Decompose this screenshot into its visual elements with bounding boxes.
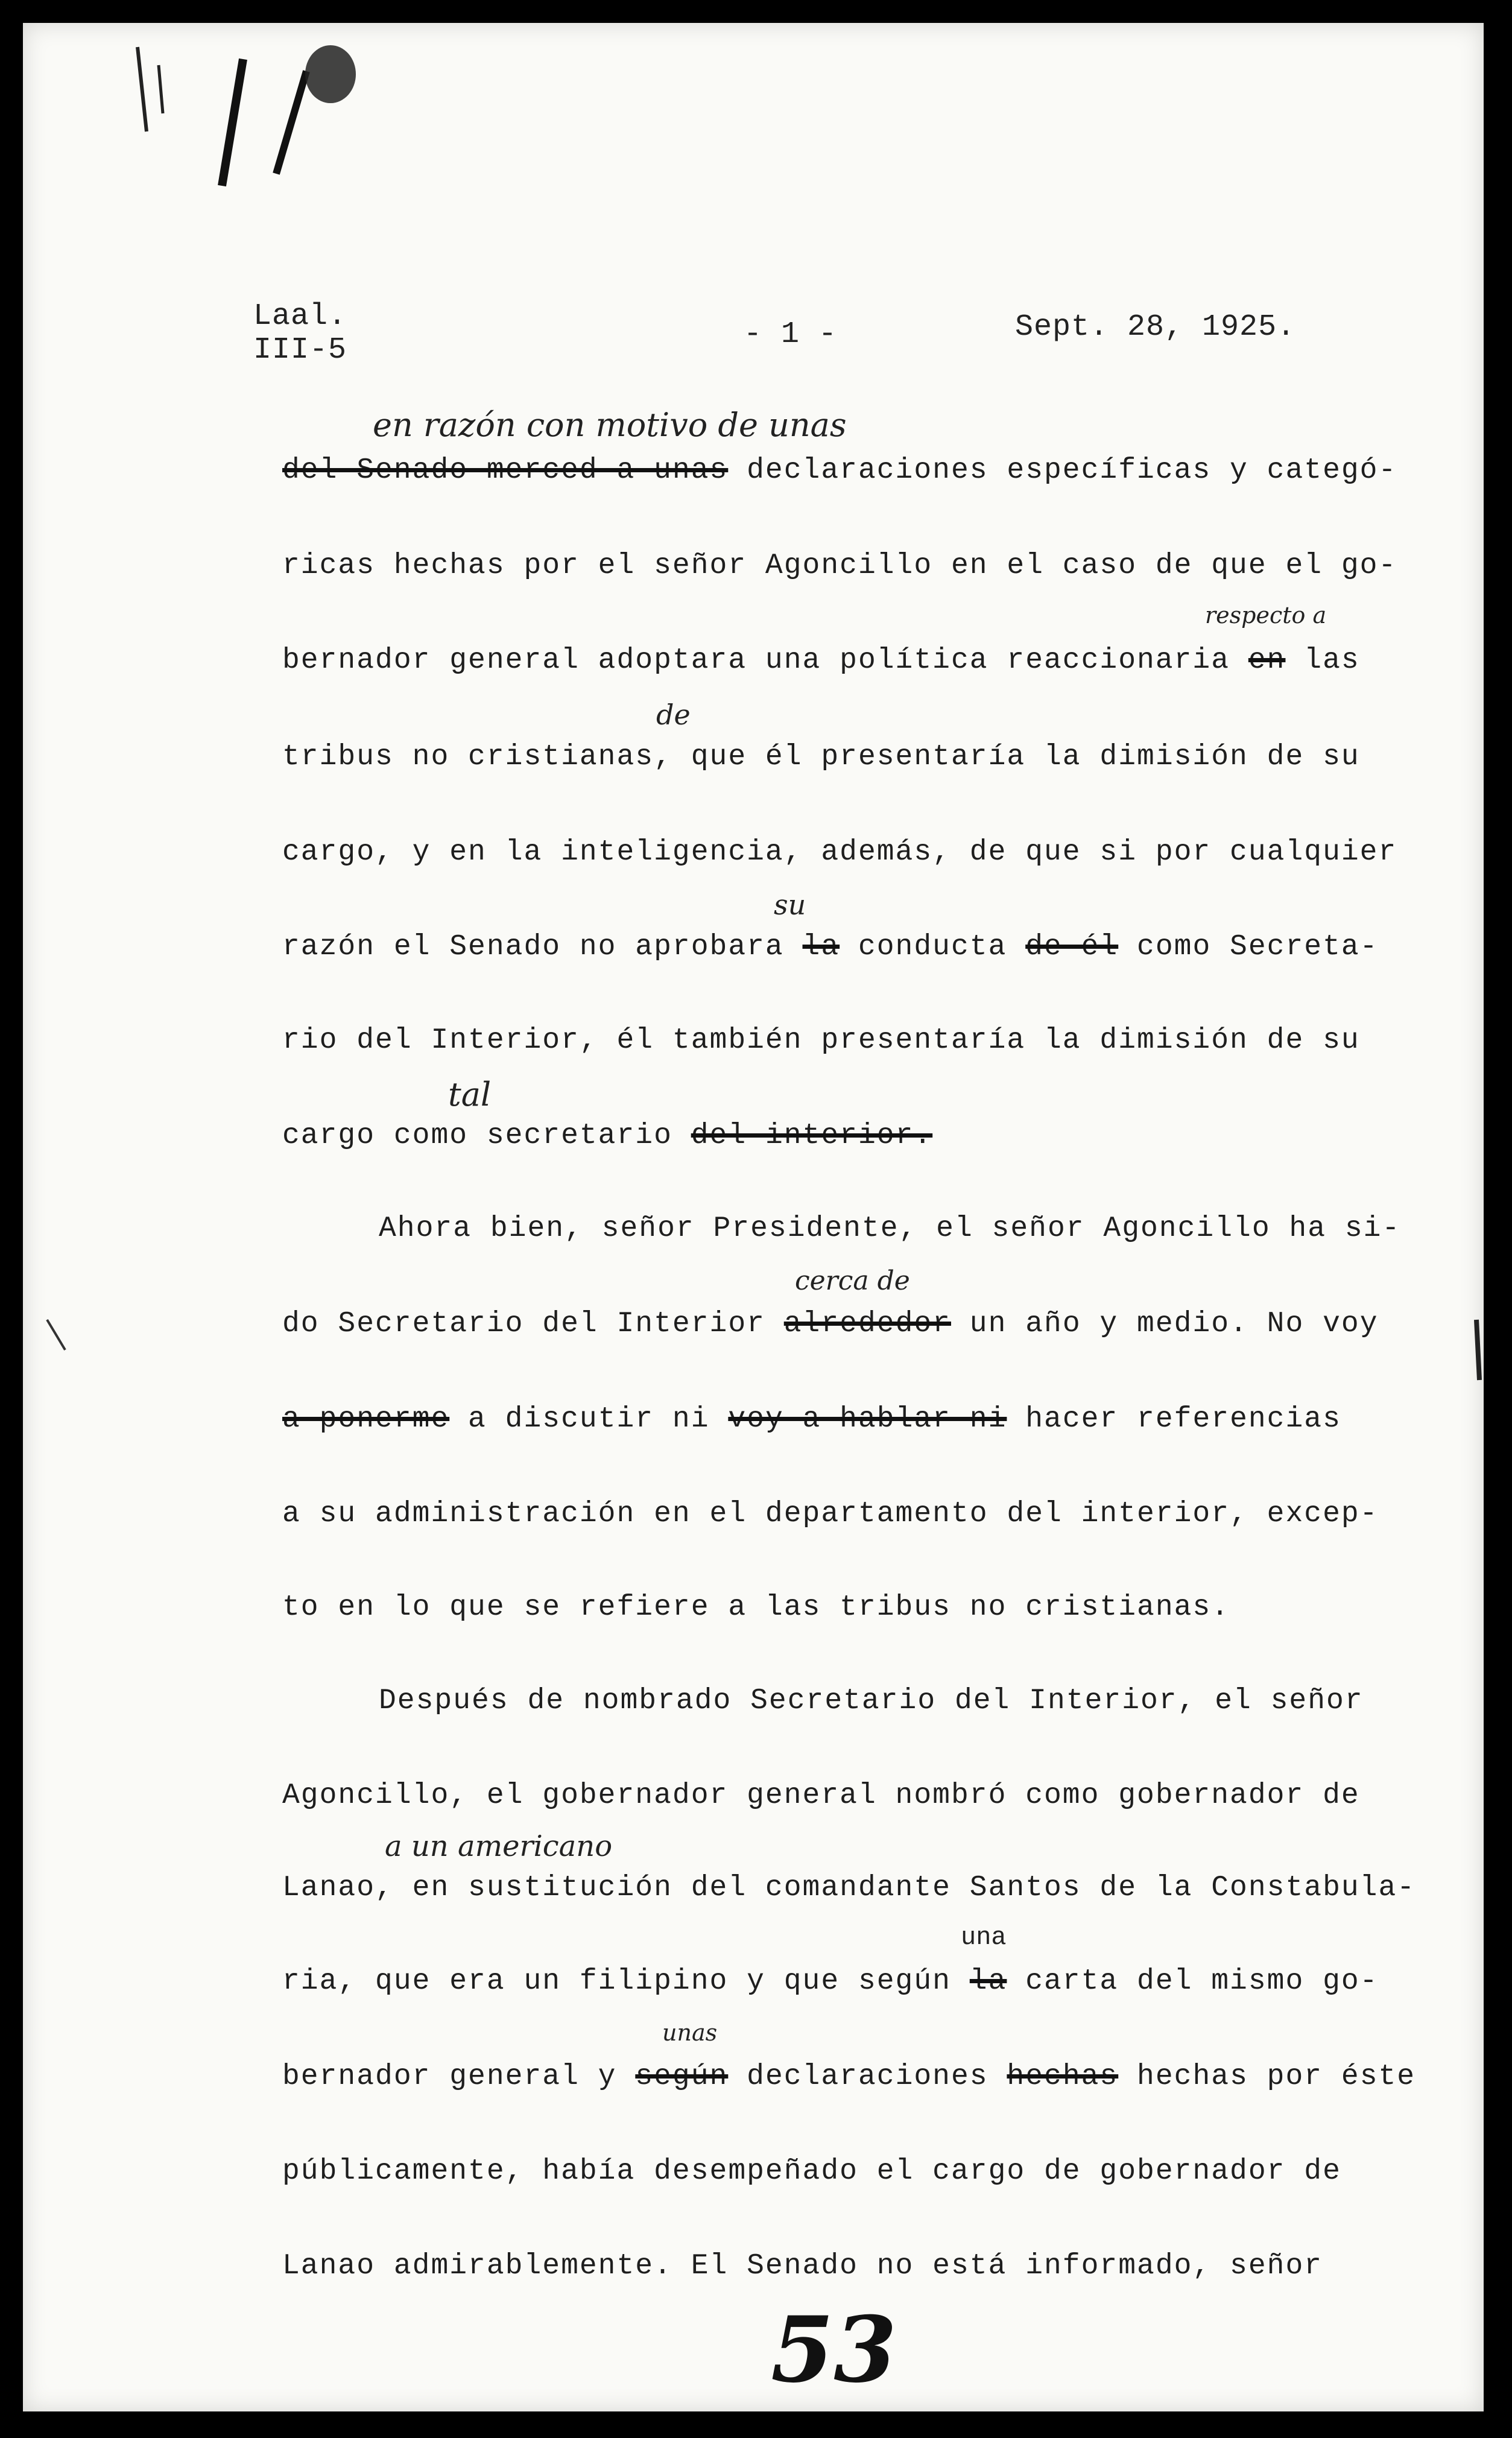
insert-de: de — [656, 698, 691, 731]
insert-cerca-de: cerca de — [795, 1265, 910, 1296]
p1-l8-strike: del interior. — [691, 1119, 933, 1152]
p2-l3-strike2: voy a hablar ni — [728, 1403, 1007, 1436]
document-page — [23, 23, 1484, 2411]
insert-una: una — [961, 1923, 1007, 1952]
p3-l5-a: bernador general y — [282, 2060, 636, 2093]
p1-l6-c: como Secreta- — [1118, 931, 1379, 963]
p1-l6-strike1: la — [802, 931, 840, 963]
p2-l2-b: un año y medio. No voy — [951, 1308, 1379, 1340]
p3-l5-strike1: según — [635, 2060, 729, 2093]
p2-line3 — [282, 1403, 1341, 1436]
header-page-marker: - 1 - — [744, 317, 838, 352]
insert-respecto: respecto a — [1205, 602, 1327, 628]
p3-l5-strike2: hechas — [1007, 2060, 1119, 2093]
p1-line2: ricas hechas por el señor Agoncillo en el caso de que el go- — [282, 549, 1397, 582]
p2-line4: a su administración en el departamento del interior, excep- — [282, 1498, 1379, 1530]
p1-line6 — [282, 931, 1378, 963]
p3-l5-c: hechas por éste — [1118, 2060, 1416, 2093]
p1-line3 — [282, 644, 1360, 677]
p1-line4: tribus no cristianas, que él presentaría la dimisión de su — [282, 741, 1360, 773]
insert-su: su — [774, 888, 806, 921]
p3-line3: Lanao, en sustitución del comandante Santos de la Constabula- — [282, 1872, 1416, 1904]
p3-l4-b: carta del mismo go- — [1007, 1965, 1379, 1998]
p3-l4-strike: la — [969, 1965, 1007, 1998]
header-ref-line2: III-5 — [253, 333, 347, 367]
p3-l5-b: declaraciones — [728, 2060, 1007, 2093]
handwritten-page-number: 53 — [771, 2297, 897, 2403]
p2-l2-a: do Secretario del Interior — [282, 1308, 784, 1340]
p1-l6-b: conducta — [840, 931, 1026, 963]
header-date: Sept. 28, 1925. — [1015, 310, 1296, 344]
p2-l2-strike: alrededor — [783, 1308, 951, 1340]
p1-line8 — [282, 1119, 932, 1152]
insert-a-un-americano: a un americano — [385, 1829, 613, 1863]
p3-line4 — [282, 1965, 1378, 1998]
p1-l8-a: cargo como secretario — [282, 1119, 672, 1152]
p1-l3-b: las — [1285, 644, 1360, 677]
p2-line5: to en lo que se refiere a las tribus no cristianas. — [282, 1591, 1230, 1624]
p1-line1 — [282, 454, 1397, 487]
p1-l3-a: bernador general adoptara una política reaccionaria — [282, 644, 1248, 677]
p3-line7: Lanao admirablemente. El Senado no está informado, señor — [282, 2250, 1323, 2282]
p1-l1-rest: declaraciones específicas y categó- — [728, 454, 1397, 487]
p2-l3-strike1: a ponerme — [282, 1403, 450, 1436]
p3-l4-a: ria, que era un filipino y que según — [282, 1965, 970, 1998]
p3-line6: públicamente, había desempeñado el cargo de gobernador de — [282, 2155, 1341, 2188]
p3-line1: Después de nombrado Secretario del Interior, el señor — [379, 1685, 1364, 1717]
p1-l6-a: razón el Senado no aprobara — [282, 931, 803, 963]
insert-en-razon: en razón con motivo de unas — [373, 406, 847, 444]
p2-line1: Ahora bien, señor Presidente, el señor Agoncillo ha si- — [379, 1212, 1401, 1245]
p1-l6-strike2: de él — [1025, 931, 1119, 963]
header-ref-line1: Laal. — [253, 299, 347, 334]
p2-l3-a: a discutir ni — [449, 1403, 729, 1436]
p3-line2: Agoncillo, el gobernador general nombró como gobernador de — [282, 1779, 1360, 1812]
p1-line7: rio del Interior, él también presentaría la dimisión de su — [282, 1024, 1360, 1057]
p2-line2 — [282, 1308, 1379, 1340]
p1-l3-strike: en — [1248, 644, 1286, 677]
insert-tal: tal — [448, 1075, 492, 1113]
p2-l3-b: hacer referencias — [1007, 1403, 1341, 1436]
p1-line5: cargo, y en la inteligencia, además, de que si por cualquier — [282, 836, 1397, 869]
insert-unas: unas — [662, 2019, 718, 2046]
p1-l1-strike: del Senado merced a unas — [282, 454, 729, 487]
p3-line5 — [282, 2060, 1416, 2093]
